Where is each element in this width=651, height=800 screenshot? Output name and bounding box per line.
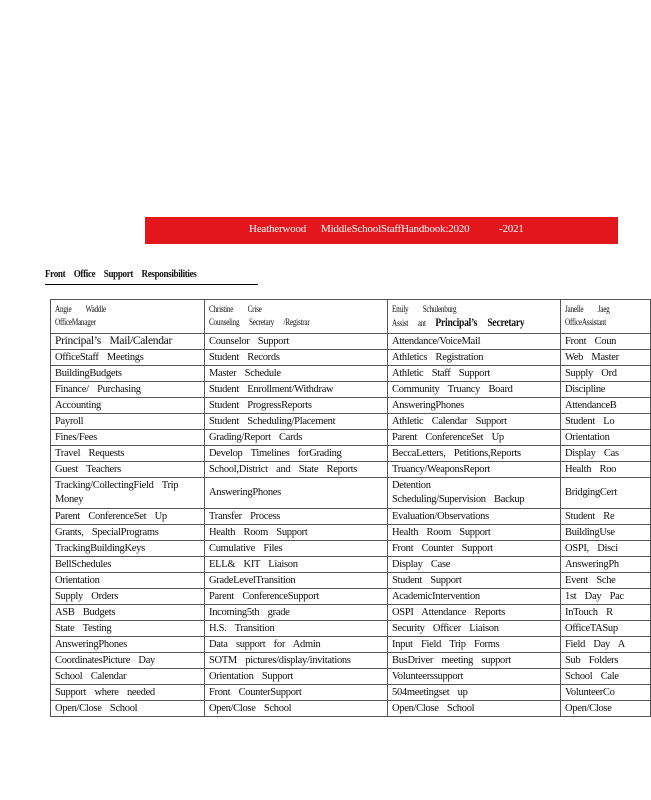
table-cell: Security Officer Liaison (388, 621, 561, 637)
table-row (51, 557, 651, 573)
table-cell: BellSchedules (51, 557, 205, 573)
table-cell: OfficeTASup (561, 621, 651, 637)
table-row (51, 525, 651, 541)
table-cell: InTouch R (561, 605, 651, 621)
table-cell: Student Scheduling/Placement (205, 414, 388, 430)
table-cell: 1st Day Pac (561, 589, 651, 605)
table-cell: ELL& KIT Liaison (205, 557, 388, 573)
table-cell: Student Support (388, 573, 561, 589)
staff-header (561, 300, 651, 334)
table-row (51, 589, 651, 605)
table-cell: Open/Close (561, 701, 651, 717)
table-body-bottom (51, 669, 651, 717)
table-cell: Health Room Support (388, 525, 561, 541)
table-row (51, 653, 651, 669)
table-cell: Athletic Calendar Support (388, 414, 561, 430)
table-row (51, 430, 651, 446)
table-cell: ASB Budgets (51, 605, 205, 621)
table-cell: OfficeStaff Meetings (51, 350, 205, 366)
staff-name: Christine Crise (209, 304, 262, 314)
table-cell: Accounting (51, 398, 205, 414)
table-cell: Open/Close School (388, 701, 561, 717)
table-cell: Athletic Staff Support (388, 366, 561, 382)
table-row (51, 685, 651, 701)
table-cell: Student Lo (561, 414, 651, 430)
table-cell: Student Re (561, 509, 651, 525)
table-cell: BuildingUse (561, 525, 651, 541)
table-cell: School,District and State Reports (205, 462, 388, 478)
table-cell: Detention Scheduling/Supervision Backup (388, 478, 561, 509)
table-cell: GradeLevelTransition (205, 573, 388, 589)
table-cell: Front CounterSupport (205, 685, 388, 701)
table-cell: Grants, SpecialPrograms (51, 525, 205, 541)
table-cell: BusDriver meeting support (388, 653, 561, 669)
staff-header (51, 300, 205, 334)
staff-header (388, 300, 561, 334)
staff-role-emphasis: Principal’s Secretary (435, 315, 525, 329)
table-cell: Tracking/CollectingField Trip Money (51, 478, 205, 509)
table-cell: OSPI Attendance Reports (388, 605, 561, 621)
table-cell: Health Room Support (205, 525, 388, 541)
table-cell: Finance/ Purchasing (51, 382, 205, 398)
table-cell: Display Cas (561, 446, 651, 462)
table-row (51, 669, 651, 685)
table-row (51, 366, 651, 382)
table-cell: AttendanceB (561, 398, 651, 414)
table-body-top (51, 334, 651, 478)
section-title: Front Office Support Responsibilities (45, 268, 197, 280)
table-cell: TrackingBuildingKeys (51, 541, 205, 557)
table-cell: Orientation Support (205, 669, 388, 685)
table-cell: AcademicIntervention (388, 589, 561, 605)
table-cell: Web Master (561, 350, 651, 366)
banner-year-end: -2021 (499, 223, 524, 235)
table-cell: SOTM pictures/display/invitations (205, 653, 388, 669)
table-cell: Parent ConferenceSet Up (51, 509, 205, 525)
staff-role: Counseling Secretary /Registrar (209, 317, 310, 327)
table-cell: Support where needed (51, 685, 205, 701)
table-cell: CoordinatesPicture Day (51, 653, 205, 669)
table-cell: Truancy/WeaponsReport (388, 462, 561, 478)
table-cell: Student Enrollment/Withdraw (205, 382, 388, 398)
table-cell: Front Coun (561, 334, 651, 350)
table-cell: Orientation (51, 573, 205, 589)
table-row (51, 541, 651, 557)
table-cell: Display Case (388, 557, 561, 573)
table-row (51, 478, 651, 509)
staff-name: Emily Schulenburg (392, 304, 457, 314)
table-row (51, 398, 651, 414)
table-cell: School Calendar (51, 669, 205, 685)
table-body-middle (51, 509, 651, 669)
table-cell: State Testing (51, 621, 205, 637)
table-row (51, 462, 651, 478)
table-cell: Fines/Fees (51, 430, 205, 446)
staff-name: Janelle Jaeg (565, 304, 610, 314)
banner-handbook: MiddleSchoolStaffHandbook:2020 (321, 223, 470, 235)
table-cell: AnsweringPhones (388, 398, 561, 414)
table-row (51, 334, 651, 350)
table-cell: BuildingBudgets (51, 366, 205, 382)
table-cell: Counselor Support (205, 334, 388, 350)
table-row (51, 446, 651, 462)
table-cell: Guest Teachers (51, 462, 205, 478)
table-header-row (51, 300, 651, 334)
staff-role: OfficeManager (55, 317, 96, 327)
table-cell: Evaluation/Observations (388, 509, 561, 525)
banner-school: Heatherwood (249, 223, 307, 235)
table-cell: H.S. Transition (205, 621, 388, 637)
table-cell: Data support for Admin (205, 637, 388, 653)
table-cell: Input Field Trip Forms (388, 637, 561, 653)
table-cell: 504meetingset up (388, 685, 561, 701)
table-cell: Orientation (561, 430, 651, 446)
table-cell: Supply Ord (561, 366, 651, 382)
table-cell: Payroll (51, 414, 205, 430)
table-cell: Open/Close School (205, 701, 388, 717)
table-cell: Incoming5th grade (205, 605, 388, 621)
staff-role: OfficeAssistant (565, 317, 607, 327)
table-cell: BridgingCert (561, 478, 651, 509)
table-row (51, 350, 651, 366)
table-cell: Student Records (205, 350, 388, 366)
table-row (51, 414, 651, 430)
table-cell: Discipline (561, 382, 651, 398)
table-cell: Event Sche (561, 573, 651, 589)
table-cell: Attendance/VoiceMail (388, 334, 561, 350)
table-cell: Supply Orders (51, 589, 205, 605)
table-cell: OSPI, Disci (561, 541, 651, 557)
table-cell: BeccaLetters, Petitions,Reports (388, 446, 561, 462)
handbook-banner (145, 217, 618, 244)
table-cell: Community Truancy Board (388, 382, 561, 398)
table-cell: Parent ConferenceSupport (205, 589, 388, 605)
table-cell: Health Roo (561, 462, 651, 478)
staff-header (205, 300, 388, 334)
table-cell: Master Schedule (205, 366, 388, 382)
table-cell: AnsweringPh (561, 557, 651, 573)
table-cell: Cumulative Files (205, 541, 388, 557)
table-cell: Field Day A (561, 637, 651, 653)
table-cell: Travel Requests (51, 446, 205, 462)
staff-name: Angie Waddle (55, 304, 106, 314)
table-cell: Athletics Registration (388, 350, 561, 366)
table-cell: Student ProgressReports (205, 398, 388, 414)
table-cell: Transfer Process (205, 509, 388, 525)
table-row (51, 701, 651, 717)
table-row (51, 509, 651, 525)
table-cell: Develop Timelines forGrading (205, 446, 388, 462)
staff-role: Assist ant Principal’s Secretary (392, 315, 525, 329)
table-row (51, 605, 651, 621)
table-cell: AnsweringPhones (51, 637, 205, 653)
table-cell: School Cale (561, 669, 651, 685)
table-cell: Volunteerssupport (388, 669, 561, 685)
table-row (51, 382, 651, 398)
responsibilities-table (50, 299, 626, 718)
table-cell: VolunteerCo (561, 685, 651, 701)
table-cell: AnsweringPhones (205, 478, 388, 509)
table-row (51, 621, 651, 637)
table-cell: Open/Close School (51, 701, 205, 717)
table-cell: Front Counter Support (388, 541, 561, 557)
table-cell: Grading/Report Cards (205, 430, 388, 446)
table-cell: Parent ConferenceSet Up (388, 430, 561, 446)
table-cell: Principal’s Mail/Calendar (51, 334, 205, 350)
table-cell: Sub Folders (561, 653, 651, 669)
table-row (51, 573, 651, 589)
section-title-underline (45, 284, 258, 285)
table-row (51, 637, 651, 653)
